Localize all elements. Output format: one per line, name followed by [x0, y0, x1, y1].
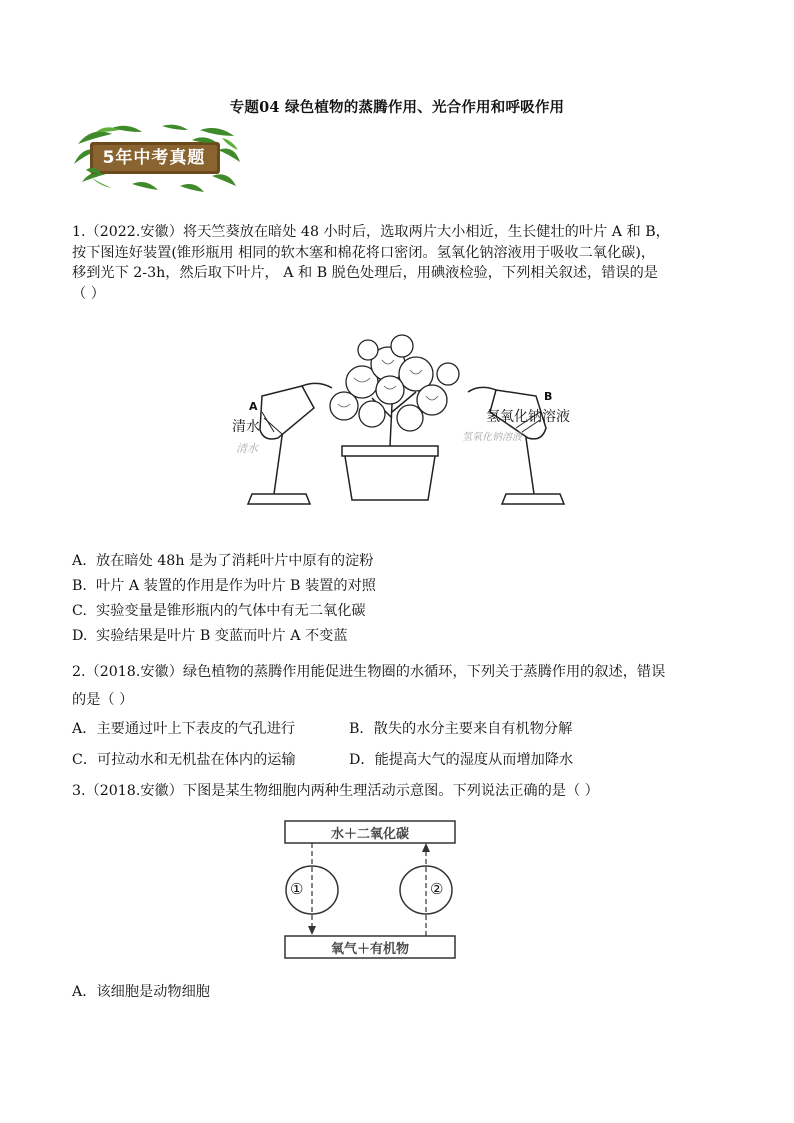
option-label: A. [72, 553, 87, 569]
option-text: 能提高大气的湿度从而增加降水 [374, 752, 574, 768]
question-line: 的是（ ） [72, 692, 134, 708]
q1-option-b[interactable] [72, 576, 376, 596]
page-title: 专题04 绿色植物的蒸腾作用、光合作用和呼吸作用 [229, 99, 565, 116]
label-a: A [249, 400, 258, 413]
option-text: 主要通过叶上下表皮的气孔进行 [96, 721, 296, 737]
label-b-text: 氢氧化钠溶液 [486, 409, 570, 425]
option-text: 散失的水分主要来自有机物分解 [373, 721, 573, 737]
question-1-text [72, 222, 732, 304]
option-label: D． [349, 752, 375, 768]
question-line: 1.（2022.安徽）将天竺葵放在暗处 48 小时后，选取两片大小相近，生长健壮的叶片 A 和 B， [72, 224, 670, 240]
q3-option-a[interactable] [72, 982, 210, 1002]
q1-option-d[interactable] [72, 626, 348, 646]
option-text: 实验变量是锥形瓶内的气体中有无二氧化碳 [96, 603, 366, 619]
option-label: D. [72, 628, 88, 644]
option-text: 该细胞是动物细胞 [96, 984, 210, 1000]
top-box-label: 水＋二氧化碳 [330, 827, 409, 842]
option-label: B. [72, 578, 87, 594]
option-text: 实验结果是叶片 B 变蓝而叶片 A 不变蓝 [96, 628, 348, 644]
question-line: 移到光下 2-3h，然后取下叶片， A 和 B 脱色处理后，用碘液检验，下列相关叙述，错误的是 [72, 265, 658, 281]
q2-option-d[interactable] [349, 750, 573, 770]
question-2-text [72, 658, 732, 714]
option-text: 放在暗处 48h 是为了消耗叶片中原有的淀粉 [96, 553, 374, 569]
process-1-label: ① [290, 880, 304, 898]
q2-option-b[interactable] [349, 719, 572, 739]
banner-label: 5年中考真题 [102, 148, 206, 168]
question-line: 按下图连好装置(锥形瓶用 相同的软木塞和棉花将口密闭。氢氧化钠溶液用于吸收二氧化碳)， [72, 244, 656, 261]
label-a-text: 清水 [232, 419, 260, 435]
process-2-label: ② [430, 880, 444, 898]
bottom-box-label: 氧气＋有机物 [330, 942, 409, 957]
option-label: A． [72, 721, 97, 737]
label-b: B [544, 390, 553, 403]
q3-process-diagram [284, 820, 456, 966]
question-line: （ ） [72, 285, 105, 302]
q1-experiment-figure [222, 334, 592, 506]
option-label: C． [72, 752, 98, 768]
q1-option-a[interactable] [72, 551, 373, 571]
question-3-text [72, 781, 732, 802]
option-label: C. [72, 603, 87, 619]
option-label: A． [72, 984, 97, 1000]
label-a-handwritten: 清水 [236, 442, 258, 455]
q2-option-a[interactable] [72, 719, 295, 739]
label-b-handwritten: 氢氧化钠溶液 [462, 432, 522, 443]
option-text: 叶片 A 装置的作用是作为叶片 B 装置的对照 [96, 578, 376, 594]
option-text: 可拉动水和无机盐在体内的运输 [97, 752, 296, 768]
question-line: 2.（2018.安徽）绿色植物的蒸腾作用能促进生物圈的水循环，下列关于蒸腾作用的叙述，错误 [72, 664, 666, 680]
q2-option-c[interactable] [72, 750, 296, 770]
question-line: 3.（2018.安徽）下图是某生物细胞内两种生理活动示意图。下列说法正确的是（ ） [72, 783, 599, 799]
q1-option-c[interactable] [72, 601, 366, 621]
section-banner [72, 124, 242, 194]
option-label: B． [349, 721, 374, 737]
